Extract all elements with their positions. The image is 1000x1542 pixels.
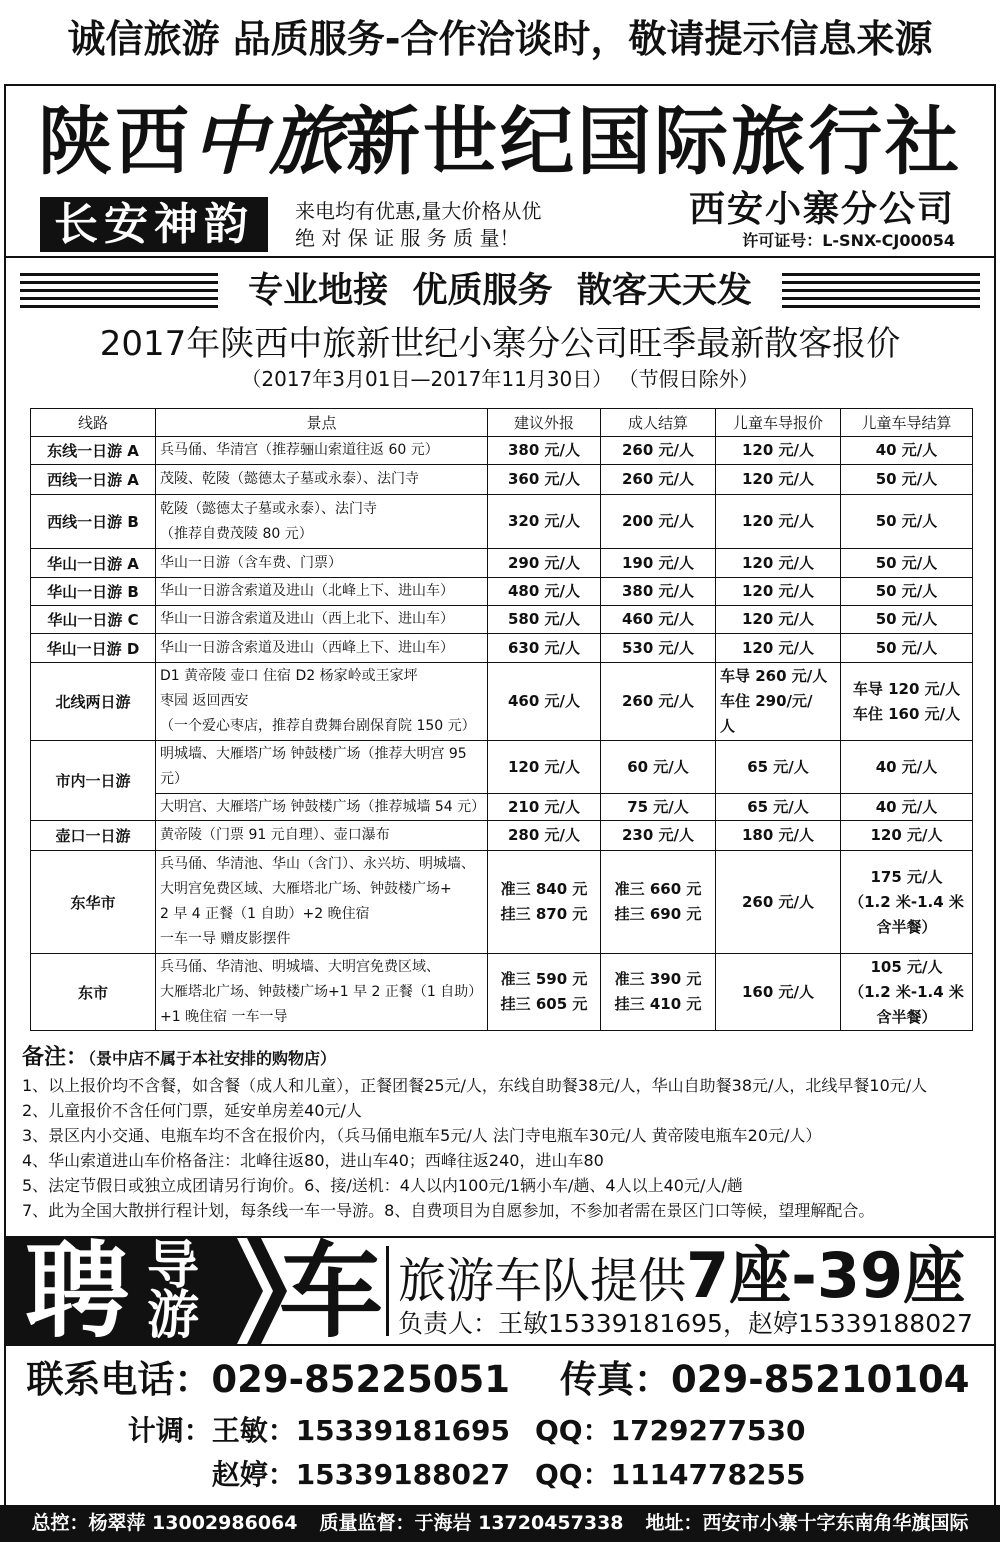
sights-line: 兵马俑、华清宫（推荐骊山索道往返 60 元） xyxy=(160,442,439,458)
route-cell: 壶口一日游 xyxy=(31,821,156,851)
sights-cell xyxy=(156,549,488,578)
child-quote-cell xyxy=(716,437,841,465)
company-name-brush-part: 中旅 xyxy=(192,99,346,185)
adult-settlement-cell xyxy=(601,495,716,549)
adult-settlement-line: 530 元/人 xyxy=(621,638,694,657)
child-settlement-cell xyxy=(841,495,973,549)
suggested-price-cell xyxy=(488,851,601,954)
footer-quality: 质量监督：于海岩 13720457338 xyxy=(319,1512,624,1534)
child-settlement-cell xyxy=(841,465,973,495)
route-cell: 华山一日游 B xyxy=(31,578,156,606)
sights-line: 华山一日游含索道及进山（西上北下、进山车） xyxy=(160,611,454,627)
table-row xyxy=(31,663,973,741)
child-quote-cell xyxy=(716,465,841,495)
table-header-cell: 儿童车导结算 xyxy=(841,409,973,437)
footer-supervisor: 总控：杨翠萍 13002986064 xyxy=(31,1512,298,1534)
note-item: 1、以上报价均不含餐，如含餐（成人和儿童），正餐团餐25元/人，东线自助餐38元/人，华山自助餐38元/人，北线早餐10元/人 xyxy=(22,1076,928,1095)
suggested-price-cell xyxy=(488,821,601,851)
suggested-price-cell xyxy=(488,741,601,794)
sights-line: 华山一日游含索道及进山（北峰上下、进山车） xyxy=(160,583,454,599)
adult-settlement-line: 60 元/人 xyxy=(627,757,689,776)
suggested-price-line: 280 元/人 xyxy=(507,826,580,844)
dispatcher-name: 计调：王敏：15339181695 xyxy=(127,1414,510,1447)
child-quote-line: 160 元/人 xyxy=(741,982,814,1001)
route-cell: 西线一日游 B xyxy=(31,495,156,549)
child-settlement-line: 50 元/人 xyxy=(875,553,938,572)
child-settlement-cell xyxy=(841,606,973,634)
price-table xyxy=(30,408,973,1031)
fleet-range: 7座-39座 xyxy=(686,1239,966,1312)
sights-line: 大明宫免费区域、大雁塔北广场、钟鼓楼广场+ xyxy=(160,881,452,897)
sights-cell xyxy=(156,794,488,821)
adult-settlement-line: 准三 660 元 xyxy=(614,880,702,898)
company-name xyxy=(5,90,995,194)
recruit-banner xyxy=(5,1230,995,1352)
adult-settlement-cell xyxy=(601,794,716,821)
fleet-prefix: 旅游车队提供 xyxy=(398,1253,687,1309)
table-row xyxy=(31,549,973,578)
sights-line: 枣园 返回西安 xyxy=(160,693,249,709)
adult-settlement-cell xyxy=(601,437,716,465)
sights-cell xyxy=(156,821,488,851)
suggested-price-line: 120 元/人 xyxy=(507,757,580,776)
sights-cell xyxy=(156,663,488,741)
notes-title: 备注： xyxy=(22,1045,89,1070)
adult-settlement-cell xyxy=(601,821,716,851)
table-row xyxy=(31,634,973,663)
child-settlement-cell xyxy=(841,549,973,578)
adult-settlement-line: 260 元/人 xyxy=(621,441,694,459)
suggested-price-line: 挂三 870 元 xyxy=(500,905,588,923)
route-cell: 东华市 xyxy=(31,851,156,954)
child-settlement-line: 40 元/人 xyxy=(875,441,938,459)
adult-settlement-cell xyxy=(601,954,716,1031)
child-quote-line: 120 元/人 xyxy=(741,582,814,600)
child-settlement-cell xyxy=(841,437,973,465)
child-quote-line: 120 元/人 xyxy=(741,553,814,572)
child-settlement-line: 120 元/人 xyxy=(870,826,943,844)
table-row xyxy=(31,606,973,634)
sights-cell xyxy=(156,465,488,495)
child-quote-cell xyxy=(716,663,841,741)
suggested-price-cell xyxy=(488,794,601,821)
sights-line: 大明宫、大雁塔广场 钟鼓楼广场（推荐城墙 54 元） xyxy=(160,798,486,815)
child-quote-cell xyxy=(716,606,841,634)
suggested-price-line: 580 元/人 xyxy=(507,610,580,628)
adult-settlement-line: 75 元/人 xyxy=(627,797,689,816)
table-body xyxy=(31,437,973,1031)
note-item: 4、华山索道进山车价格备注：北峰往返80，进山车40；西峰往返240，进山车80 xyxy=(22,1151,604,1170)
child-quote-cell xyxy=(716,634,841,663)
notes-heading xyxy=(22,1043,336,1074)
sights-line: 兵马俑、华清池、华山（含门）、永兴坊、明城墙、 xyxy=(160,856,475,872)
adult-settlement-line: 挂三 690 元 xyxy=(614,905,702,923)
child-settlement-line: 50 元/人 xyxy=(875,512,938,530)
table-header-row xyxy=(31,409,973,437)
promo-line: 来电均有优惠,量大价格从优 xyxy=(295,199,542,223)
child-settlement-line: 50 元/人 xyxy=(875,470,938,488)
adult-settlement-cell xyxy=(601,578,716,606)
child-settlement-cell xyxy=(841,663,973,741)
note-item: 2、儿童报价不含任何门票，延安单房差40元/人 xyxy=(22,1101,362,1120)
suggested-price-cell xyxy=(488,663,601,741)
suggested-price-cell xyxy=(488,634,601,663)
suggested-price-line: 320 元/人 xyxy=(507,512,580,530)
sights-line: 元） xyxy=(160,771,188,787)
route-cell: 华山一日游 C xyxy=(31,606,156,634)
suggested-price-line: 准三 590 元 xyxy=(500,970,588,988)
suggested-price-line: 290 元/人 xyxy=(507,553,580,572)
child-quote-line: 260 元/人 xyxy=(741,892,814,911)
promo-line: 绝 对 保 证 服 务 质 量！ xyxy=(295,226,520,250)
sights-line: D1 黄帝陵 壶口 住宿 D2 杨家岭或王家坪 xyxy=(160,668,418,684)
child-quote-cell xyxy=(716,578,841,606)
slogan-lines-left xyxy=(20,273,218,309)
adult-settlement-cell xyxy=(601,634,716,663)
brand-badge: 长安神韵 xyxy=(40,197,268,252)
child-settlement-line: 车住 160 元/人 xyxy=(852,704,961,723)
table-row xyxy=(31,794,973,821)
adult-settlement-cell xyxy=(601,851,716,954)
child-quote-line: 人 xyxy=(720,717,736,735)
child-quote-line: 120 元/人 xyxy=(741,470,814,488)
child-quote-cell xyxy=(716,851,841,954)
dispatcher-name: 赵婷：15339188027 xyxy=(211,1458,510,1491)
child-settlement-line: （1.2 米-1.4 米 xyxy=(849,892,964,911)
table-row xyxy=(31,821,973,851)
price-period: （2017年3月01日—2017年11月30日） （节假日除外） xyxy=(241,367,759,391)
table-header-cell: 建议外报 xyxy=(488,409,601,437)
child-quote-line: 180 元/人 xyxy=(741,826,814,844)
route-cell: 东市 xyxy=(31,954,156,1031)
child-quote-cell xyxy=(716,741,841,794)
table-row xyxy=(31,954,973,1031)
notes-list xyxy=(22,1073,927,1223)
child-settlement-cell xyxy=(841,794,973,821)
table-row xyxy=(31,437,973,465)
sights-cell xyxy=(156,741,488,794)
note-item: 7、此为全国大散拼行程计划，每条线一车一导游。8、自费项目为自愿参加，不参加者需在景区门口等候，望理解配合。 xyxy=(22,1201,875,1220)
child-settlement-line: 含半餐） xyxy=(876,917,937,936)
table-header-cell: 景点 xyxy=(156,409,488,437)
table-header-cell: 成人结算 xyxy=(601,409,716,437)
sights-line: （推荐自费茂陵 80 元） xyxy=(160,525,313,542)
child-settlement-cell xyxy=(841,821,973,851)
child-quote-line: 120 元/人 xyxy=(741,512,814,530)
table-row xyxy=(31,741,973,794)
adult-settlement-cell xyxy=(601,663,716,741)
suggested-price-line: 360 元/人 xyxy=(507,470,580,488)
suggested-price-cell xyxy=(488,606,601,634)
adult-settlement-cell xyxy=(601,741,716,794)
sights-line: 兵马俑、华清池、明城墙、大明宫免费区域、 xyxy=(160,958,440,975)
suggested-price-line: 准三 840 元 xyxy=(500,880,588,898)
suggested-price-cell xyxy=(488,549,601,578)
suggested-price-cell xyxy=(488,465,601,495)
service-slogan: 专业地接 优质服务 散客天天发 xyxy=(248,271,752,311)
suggested-price-line: 挂三 605 元 xyxy=(500,995,588,1013)
notes-subtitle: （景中店不属于本社安排的购物店） xyxy=(88,1049,337,1068)
table-row xyxy=(31,495,973,549)
route-cell: 华山一日游 D xyxy=(31,634,156,663)
fleet-contact-person: 负责人：王敏15339181695，赵婷15339188027 xyxy=(398,1309,973,1338)
table-header-cell: 线路 xyxy=(31,409,156,437)
table-row xyxy=(31,465,973,495)
route-cell: 市内一日游 xyxy=(31,741,156,821)
note-item: 5、法定节假日或独立成团请另行询价。6、接/送机：4人以内100元/1辆小车/趟、4人以上40元/人/趟 xyxy=(22,1176,743,1195)
branch-name: 西安小寨分公司 xyxy=(688,189,955,230)
sights-line: 茂陵、乾陵（懿德太子墓或永泰）、法门寺 xyxy=(160,471,419,487)
table-head xyxy=(31,409,973,437)
suggested-price-line: 380 元/人 xyxy=(507,441,580,459)
child-quote-line: 65 元/人 xyxy=(747,797,809,816)
adult-settlement-line: 230 元/人 xyxy=(621,826,694,844)
price-list-title: 2017年陕西中旅新世纪小寨分公司旺季最新散客报价 xyxy=(99,324,901,364)
adult-settlement-cell xyxy=(601,606,716,634)
child-quote-line: 120 元/人 xyxy=(741,638,814,657)
child-settlement-cell xyxy=(841,954,973,1031)
sights-cell xyxy=(156,606,488,634)
adult-settlement-line: 200 元/人 xyxy=(621,512,694,530)
child-settlement-line: 50 元/人 xyxy=(875,582,938,600)
child-settlement-line: 105 元/人 xyxy=(870,957,943,976)
child-quote-cell xyxy=(716,495,841,549)
sights-line: 一车一导 赠皮影摆件 xyxy=(160,931,291,947)
promo-text xyxy=(295,198,541,252)
suggested-price-line: 630 元/人 xyxy=(507,638,580,657)
sights-line: 华山一日游含索道及进山（西峰上下、进山车） xyxy=(160,639,454,656)
dispatcher-qq: QQ：1729277530 xyxy=(535,1414,806,1447)
sights-cell xyxy=(156,954,488,1031)
child-settlement-line: （1.2 米-1.4 米 xyxy=(849,982,964,1001)
license-number: 许可证号：L-SNX-CJ00054 xyxy=(742,231,955,250)
adult-settlement-line: 挂三 410 元 xyxy=(614,995,702,1013)
child-settlement-cell xyxy=(841,851,973,954)
recruit-hire-char: 聘 xyxy=(24,1230,129,1352)
suggested-price-cell xyxy=(488,954,601,1031)
child-quote-line: 65 元/人 xyxy=(747,757,809,776)
contact-fax: 传真：029-85210104 xyxy=(560,1358,970,1401)
suggested-price-cell xyxy=(488,495,601,549)
adult-settlement-line: 460 元/人 xyxy=(621,610,694,628)
suggested-price-cell xyxy=(488,578,601,606)
child-quote-line: 车住 290/元/ xyxy=(720,692,813,710)
child-settlement-line: 50 元/人 xyxy=(875,638,938,657)
recruit-guide-char: 游 xyxy=(147,1286,200,1346)
route-cell: 东线一日游 A xyxy=(31,437,156,465)
footer-bar xyxy=(0,1505,1000,1542)
sights-line: 2 早 4 正餐（1 自助）+2 晚住宿 xyxy=(160,906,370,922)
child-quote-cell xyxy=(716,821,841,851)
dispatcher-qq: QQ：1114778255 xyxy=(535,1458,806,1491)
recruit-guide-char: 导 xyxy=(147,1236,200,1296)
slogan-lines-right xyxy=(782,273,980,309)
top-banner-slogan: 诚信旅游 品质服务-合作洽谈时，敬请提示信息来源 xyxy=(67,17,933,61)
sights-cell xyxy=(156,634,488,663)
sights-line: 乾陵（懿德太子墓或永泰）、法门寺 xyxy=(160,500,377,517)
child-settlement-cell xyxy=(841,578,973,606)
child-quote-cell xyxy=(716,549,841,578)
table-row xyxy=(31,851,973,954)
sights-line: 大雁塔北广场、钟鼓楼广场+1 早 2 正餐（1 自助） xyxy=(160,983,483,1000)
route-cell: 华山一日游 A xyxy=(31,549,156,578)
recruit-car-char: 车 xyxy=(279,1230,384,1352)
child-settlement-line: 40 元/人 xyxy=(875,757,938,776)
footer-address: 地址：西安市小寨十字东南角华旗国际 xyxy=(645,1512,969,1534)
adult-settlement-line: 准三 390 元 xyxy=(614,970,702,988)
adult-settlement-line: 380 元/人 xyxy=(621,582,694,600)
sights-cell xyxy=(156,578,488,606)
contact-phone: 联系电话：029-85225051 xyxy=(26,1358,510,1401)
child-settlement-line: 40 元/人 xyxy=(875,797,938,816)
sights-line: （一个爱心枣店，推荐自费舞台剧保育院 150 元） xyxy=(160,718,476,734)
table-row xyxy=(31,578,973,606)
sights-line: 明城墙、大雁塔广场 钟鼓楼广场（推荐大明宫 95 xyxy=(160,746,467,762)
adult-settlement-cell xyxy=(601,549,716,578)
adult-settlement-line: 260 元/人 xyxy=(621,470,694,488)
route-cell: 西线一日游 A xyxy=(31,465,156,495)
route-cell: 北线两日游 xyxy=(31,663,156,741)
sights-line: 华山一日游（含车费、门票） xyxy=(160,554,342,571)
note-item: 3、景区内小交通、电瓶车均不含在报价内，（兵马俑电瓶车5元/人 法门寺电瓶车30元/人 黄帝陵电瓶车20元/人） xyxy=(22,1126,822,1145)
sights-line: 黄帝陵（门票 91 元自理）、壶口瀑布 xyxy=(160,827,390,843)
child-quote-cell xyxy=(716,794,841,821)
child-quote-line: 车导 260 元/人 xyxy=(720,667,828,685)
suggested-price-cell xyxy=(488,437,601,465)
header-divider xyxy=(5,256,995,258)
child-settlement-line: 50 元/人 xyxy=(875,610,938,628)
adult-settlement-cell xyxy=(601,465,716,495)
adult-settlement-line: 190 元/人 xyxy=(621,553,694,572)
table-header-cell: 儿童车导报价 xyxy=(716,409,841,437)
child-settlement-line: 车导 120 元/人 xyxy=(852,679,961,698)
child-quote-cell xyxy=(716,954,841,1031)
company-name-part: 陕西 xyxy=(38,99,192,185)
company-name-part: 新世纪国际旅行社 xyxy=(346,99,962,185)
sights-cell xyxy=(156,437,488,465)
sights-cell xyxy=(156,851,488,954)
suggested-price-line: 460 元/人 xyxy=(507,692,580,710)
child-settlement-line: 含半餐） xyxy=(876,1007,937,1026)
child-settlement-cell xyxy=(841,634,973,663)
child-settlement-cell xyxy=(841,741,973,794)
adult-settlement-line: 260 元/人 xyxy=(621,692,694,710)
suggested-price-line: 210 元/人 xyxy=(507,797,580,816)
sights-cell xyxy=(156,495,488,549)
suggested-price-line: 480 元/人 xyxy=(507,582,580,600)
recruit-divider xyxy=(386,1246,389,1336)
sights-line: +1 晚住宿 一车一导 xyxy=(160,1008,288,1025)
child-quote-line: 120 元/人 xyxy=(741,441,814,459)
child-quote-line: 120 元/人 xyxy=(741,610,814,628)
child-settlement-line: 175 元/人 xyxy=(870,867,943,886)
